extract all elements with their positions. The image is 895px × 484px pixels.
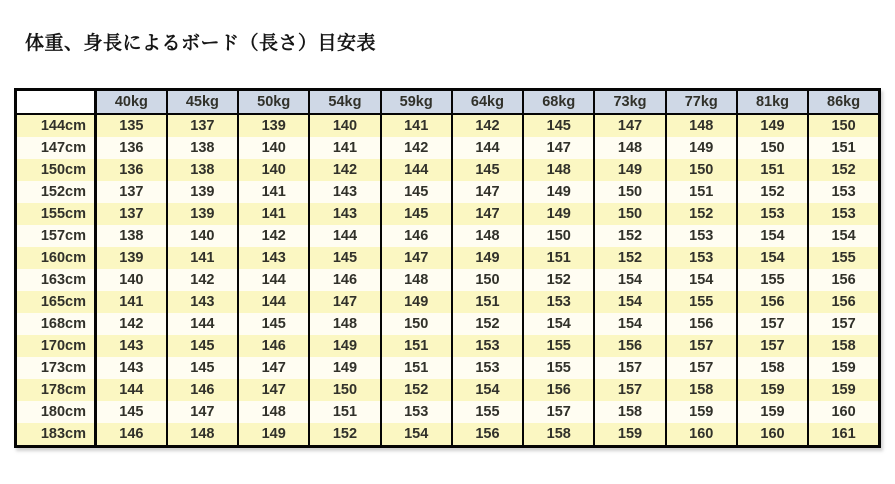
board-length-cell: 156	[523, 379, 594, 401]
height-row-header: 183cm	[16, 423, 96, 447]
height-row-header: 165cm	[16, 291, 96, 313]
board-length-cell: 157	[808, 313, 879, 335]
table-row	[16, 401, 880, 423]
board-length-cell: 158	[523, 423, 594, 447]
board-length-cell: 147	[452, 203, 523, 225]
board-length-cell: 145	[523, 114, 594, 137]
board-length-cell: 142	[167, 269, 238, 291]
board-length-cell: 153	[452, 335, 523, 357]
board-length-cell: 154	[737, 225, 808, 247]
board-length-cell: 152	[594, 247, 665, 269]
table-row	[16, 379, 880, 401]
board-length-cell: 148	[309, 313, 380, 335]
weight-column-header: 64kg	[452, 90, 523, 115]
board-length-cell: 144	[309, 225, 380, 247]
board-length-cell: 141	[167, 247, 238, 269]
board-length-cell: 154	[523, 313, 594, 335]
board-length-cell: 137	[96, 203, 167, 225]
board-length-cell: 156	[737, 291, 808, 313]
board-length-cell: 159	[666, 401, 737, 423]
board-length-cell: 152	[452, 313, 523, 335]
table-row	[16, 423, 880, 447]
board-length-cell: 141	[96, 291, 167, 313]
board-length-cell: 139	[96, 247, 167, 269]
board-length-cell: 149	[523, 181, 594, 203]
board-length-cell: 142	[381, 137, 452, 159]
board-length-cell: 157	[737, 313, 808, 335]
board-length-cell: 136	[96, 137, 167, 159]
table-row	[16, 313, 880, 335]
board-length-cell: 153	[737, 203, 808, 225]
board-length-cell: 154	[452, 379, 523, 401]
board-length-cell: 155	[452, 401, 523, 423]
page-title: 体重、身長によるボード（長さ）目安表	[25, 33, 377, 54]
board-length-cell: 153	[666, 225, 737, 247]
board-length-cell: 148	[452, 225, 523, 247]
board-length-cell: 153	[523, 291, 594, 313]
board-length-cell: 143	[309, 203, 380, 225]
board-length-cell: 146	[238, 335, 309, 357]
board-length-cell: 149	[737, 114, 808, 137]
board-length-cell: 159	[737, 401, 808, 423]
board-length-cell: 161	[808, 423, 879, 447]
board-length-cell: 155	[737, 269, 808, 291]
height-row-header: 168cm	[16, 313, 96, 335]
table-row	[16, 203, 880, 225]
board-length-cell: 157	[523, 401, 594, 423]
board-length-cell: 145	[238, 313, 309, 335]
board-length-cell: 156	[594, 335, 665, 357]
board-length-cell: 156	[666, 313, 737, 335]
board-length-cell: 154	[594, 291, 665, 313]
weight-column-header: 73kg	[594, 90, 665, 115]
board-length-cell: 151	[309, 401, 380, 423]
board-length-cell: 145	[96, 401, 167, 423]
board-length-cell: 158	[594, 401, 665, 423]
board-length-cell: 152	[666, 203, 737, 225]
board-length-cell: 157	[594, 379, 665, 401]
board-length-cell: 144	[238, 269, 309, 291]
board-length-cell: 152	[594, 225, 665, 247]
board-length-cell: 143	[309, 181, 380, 203]
board-length-cell: 157	[666, 357, 737, 379]
board-length-cell: 147	[381, 247, 452, 269]
board-length-cell: 142	[309, 159, 380, 181]
board-length-cell: 144	[381, 159, 452, 181]
board-length-cell: 146	[96, 423, 167, 447]
board-length-cell: 139	[167, 181, 238, 203]
board-length-cell: 157	[737, 335, 808, 357]
board-length-cell: 142	[96, 313, 167, 335]
height-row-header: 163cm	[16, 269, 96, 291]
board-length-cell: 149	[594, 159, 665, 181]
table-row	[16, 269, 880, 291]
board-length-cell: 151	[381, 357, 452, 379]
board-length-cell: 140	[96, 269, 167, 291]
board-length-cell: 160	[737, 423, 808, 447]
board-length-cell: 159	[737, 379, 808, 401]
board-length-cell: 138	[167, 137, 238, 159]
board-length-cell: 156	[808, 269, 879, 291]
corner-cell	[16, 90, 96, 115]
board-length-cell: 140	[309, 114, 380, 137]
board-length-cell: 143	[238, 247, 309, 269]
height-row-header: 157cm	[16, 225, 96, 247]
table-row	[16, 225, 880, 247]
board-length-cell: 153	[381, 401, 452, 423]
board-length-cell: 145	[381, 203, 452, 225]
board-length-cell: 137	[96, 181, 167, 203]
board-length-cell: 158	[808, 335, 879, 357]
board-length-cell: 143	[167, 291, 238, 313]
board-length-cell: 149	[452, 247, 523, 269]
board-length-cell: 148	[167, 423, 238, 447]
height-row-header: 180cm	[16, 401, 96, 423]
board-length-cell: 149	[381, 291, 452, 313]
board-length-cell: 150	[808, 114, 879, 137]
height-row-header: 144cm	[16, 114, 96, 137]
board-length-cell: 155	[666, 291, 737, 313]
board-length-cell: 154	[808, 225, 879, 247]
board-length-cell: 154	[737, 247, 808, 269]
board-length-cell: 149	[309, 335, 380, 357]
board-length-cell: 143	[96, 357, 167, 379]
board-length-cell: 143	[96, 335, 167, 357]
board-length-cell: 142	[452, 114, 523, 137]
weight-column-header: 86kg	[808, 90, 879, 115]
board-length-cell: 154	[594, 269, 665, 291]
board-length-cell: 155	[523, 335, 594, 357]
board-length-cell: 139	[167, 203, 238, 225]
board-length-cell: 149	[309, 357, 380, 379]
board-length-cell: 158	[737, 357, 808, 379]
board-length-cell: 160	[808, 401, 879, 423]
weight-column-header: 40kg	[96, 90, 167, 115]
board-length-cell: 145	[167, 357, 238, 379]
board-length-cell: 136	[96, 159, 167, 181]
board-length-cell: 150	[594, 181, 665, 203]
board-length-cell: 145	[167, 335, 238, 357]
board-length-cell: 147	[309, 291, 380, 313]
board-length-cell: 148	[523, 159, 594, 181]
board-length-cell: 156	[808, 291, 879, 313]
board-length-cell: 150	[523, 225, 594, 247]
weight-column-header: 59kg	[381, 90, 452, 115]
board-length-cell: 144	[167, 313, 238, 335]
weight-header-row	[16, 90, 880, 115]
board-length-cell: 149	[666, 137, 737, 159]
weight-column-header: 45kg	[167, 90, 238, 115]
table-row	[16, 159, 880, 181]
board-length-cell: 151	[452, 291, 523, 313]
board-length-cell: 147	[238, 357, 309, 379]
board-length-cell: 151	[808, 137, 879, 159]
board-length-cell: 160	[666, 423, 737, 447]
weight-column-header: 54kg	[309, 90, 380, 115]
board-length-cell: 156	[452, 423, 523, 447]
board-length-cell: 141	[309, 137, 380, 159]
board-length-cell: 145	[309, 247, 380, 269]
height-row-header: 147cm	[16, 137, 96, 159]
board-length-cell: 138	[96, 225, 167, 247]
board-length-cell: 150	[452, 269, 523, 291]
board-length-cell: 157	[666, 335, 737, 357]
board-length-cell: 145	[452, 159, 523, 181]
board-length-cell: 138	[167, 159, 238, 181]
board-length-cell: 159	[808, 357, 879, 379]
board-length-cell: 147	[452, 181, 523, 203]
board-length-cell: 144	[96, 379, 167, 401]
board-length-cell: 152	[381, 379, 452, 401]
board-length-cell: 152	[309, 423, 380, 447]
board-length-cell: 148	[666, 114, 737, 137]
height-row-header: 170cm	[16, 335, 96, 357]
board-length-cell: 155	[523, 357, 594, 379]
board-length-cell: 150	[381, 313, 452, 335]
board-length-cell: 135	[96, 114, 167, 137]
table-row	[16, 335, 880, 357]
board-length-cell: 153	[808, 181, 879, 203]
board-length-cell: 152	[808, 159, 879, 181]
board-length-cell: 150	[666, 159, 737, 181]
table-row	[16, 357, 880, 379]
board-length-cell: 147	[238, 379, 309, 401]
board-length-cell: 144	[452, 137, 523, 159]
board-length-cell: 137	[167, 114, 238, 137]
board-length-cell: 152	[737, 181, 808, 203]
board-length-cell: 140	[167, 225, 238, 247]
height-row-header: 173cm	[16, 357, 96, 379]
board-length-cell: 159	[594, 423, 665, 447]
board-length-cell: 148	[238, 401, 309, 423]
board-length-cell: 141	[381, 114, 452, 137]
board-length-cell: 148	[594, 137, 665, 159]
board-length-cell: 149	[523, 203, 594, 225]
weight-column-header: 81kg	[737, 90, 808, 115]
height-row-header: 155cm	[16, 203, 96, 225]
board-length-cell: 141	[238, 203, 309, 225]
board-length-cell: 153	[666, 247, 737, 269]
board-length-guide-table	[14, 88, 881, 448]
board-length-cell: 140	[238, 137, 309, 159]
board-length-cell: 147	[523, 137, 594, 159]
weight-column-header: 50kg	[238, 90, 309, 115]
table-row	[16, 291, 880, 313]
board-length-cell: 141	[238, 181, 309, 203]
board-length-cell: 150	[594, 203, 665, 225]
board-length-cell: 155	[808, 247, 879, 269]
table-row	[16, 137, 880, 159]
board-length-cell: 150	[309, 379, 380, 401]
board-length-cell: 147	[167, 401, 238, 423]
board-length-cell: 153	[452, 357, 523, 379]
board-length-cell: 147	[594, 114, 665, 137]
board-length-cell: 144	[238, 291, 309, 313]
board-length-cell: 142	[238, 225, 309, 247]
board-length-cell: 154	[666, 269, 737, 291]
board-length-cell: 158	[666, 379, 737, 401]
table-row	[16, 247, 880, 269]
board-length-cell: 151	[523, 247, 594, 269]
board-length-cell: 157	[594, 357, 665, 379]
table-row	[16, 114, 880, 137]
board-length-cell: 151	[666, 181, 737, 203]
board-length-cell: 153	[808, 203, 879, 225]
board-length-cell: 154	[381, 423, 452, 447]
height-row-header: 160cm	[16, 247, 96, 269]
board-length-cell: 140	[238, 159, 309, 181]
board-length-cell: 152	[523, 269, 594, 291]
weight-column-header: 68kg	[523, 90, 594, 115]
board-length-cell: 151	[381, 335, 452, 357]
board-length-cell: 159	[808, 379, 879, 401]
board-length-cell: 148	[381, 269, 452, 291]
board-length-cell: 145	[381, 181, 452, 203]
board-length-cell: 146	[167, 379, 238, 401]
board-length-cell: 150	[737, 137, 808, 159]
weight-column-header: 77kg	[666, 90, 737, 115]
table-row	[16, 181, 880, 203]
board-length-cell: 139	[238, 114, 309, 137]
height-row-header: 152cm	[16, 181, 96, 203]
board-length-cell: 146	[381, 225, 452, 247]
height-row-header: 178cm	[16, 379, 96, 401]
board-length-cell: 151	[737, 159, 808, 181]
board-length-cell: 149	[238, 423, 309, 447]
board-length-cell: 154	[594, 313, 665, 335]
board-length-cell: 146	[309, 269, 380, 291]
height-row-header: 150cm	[16, 159, 96, 181]
